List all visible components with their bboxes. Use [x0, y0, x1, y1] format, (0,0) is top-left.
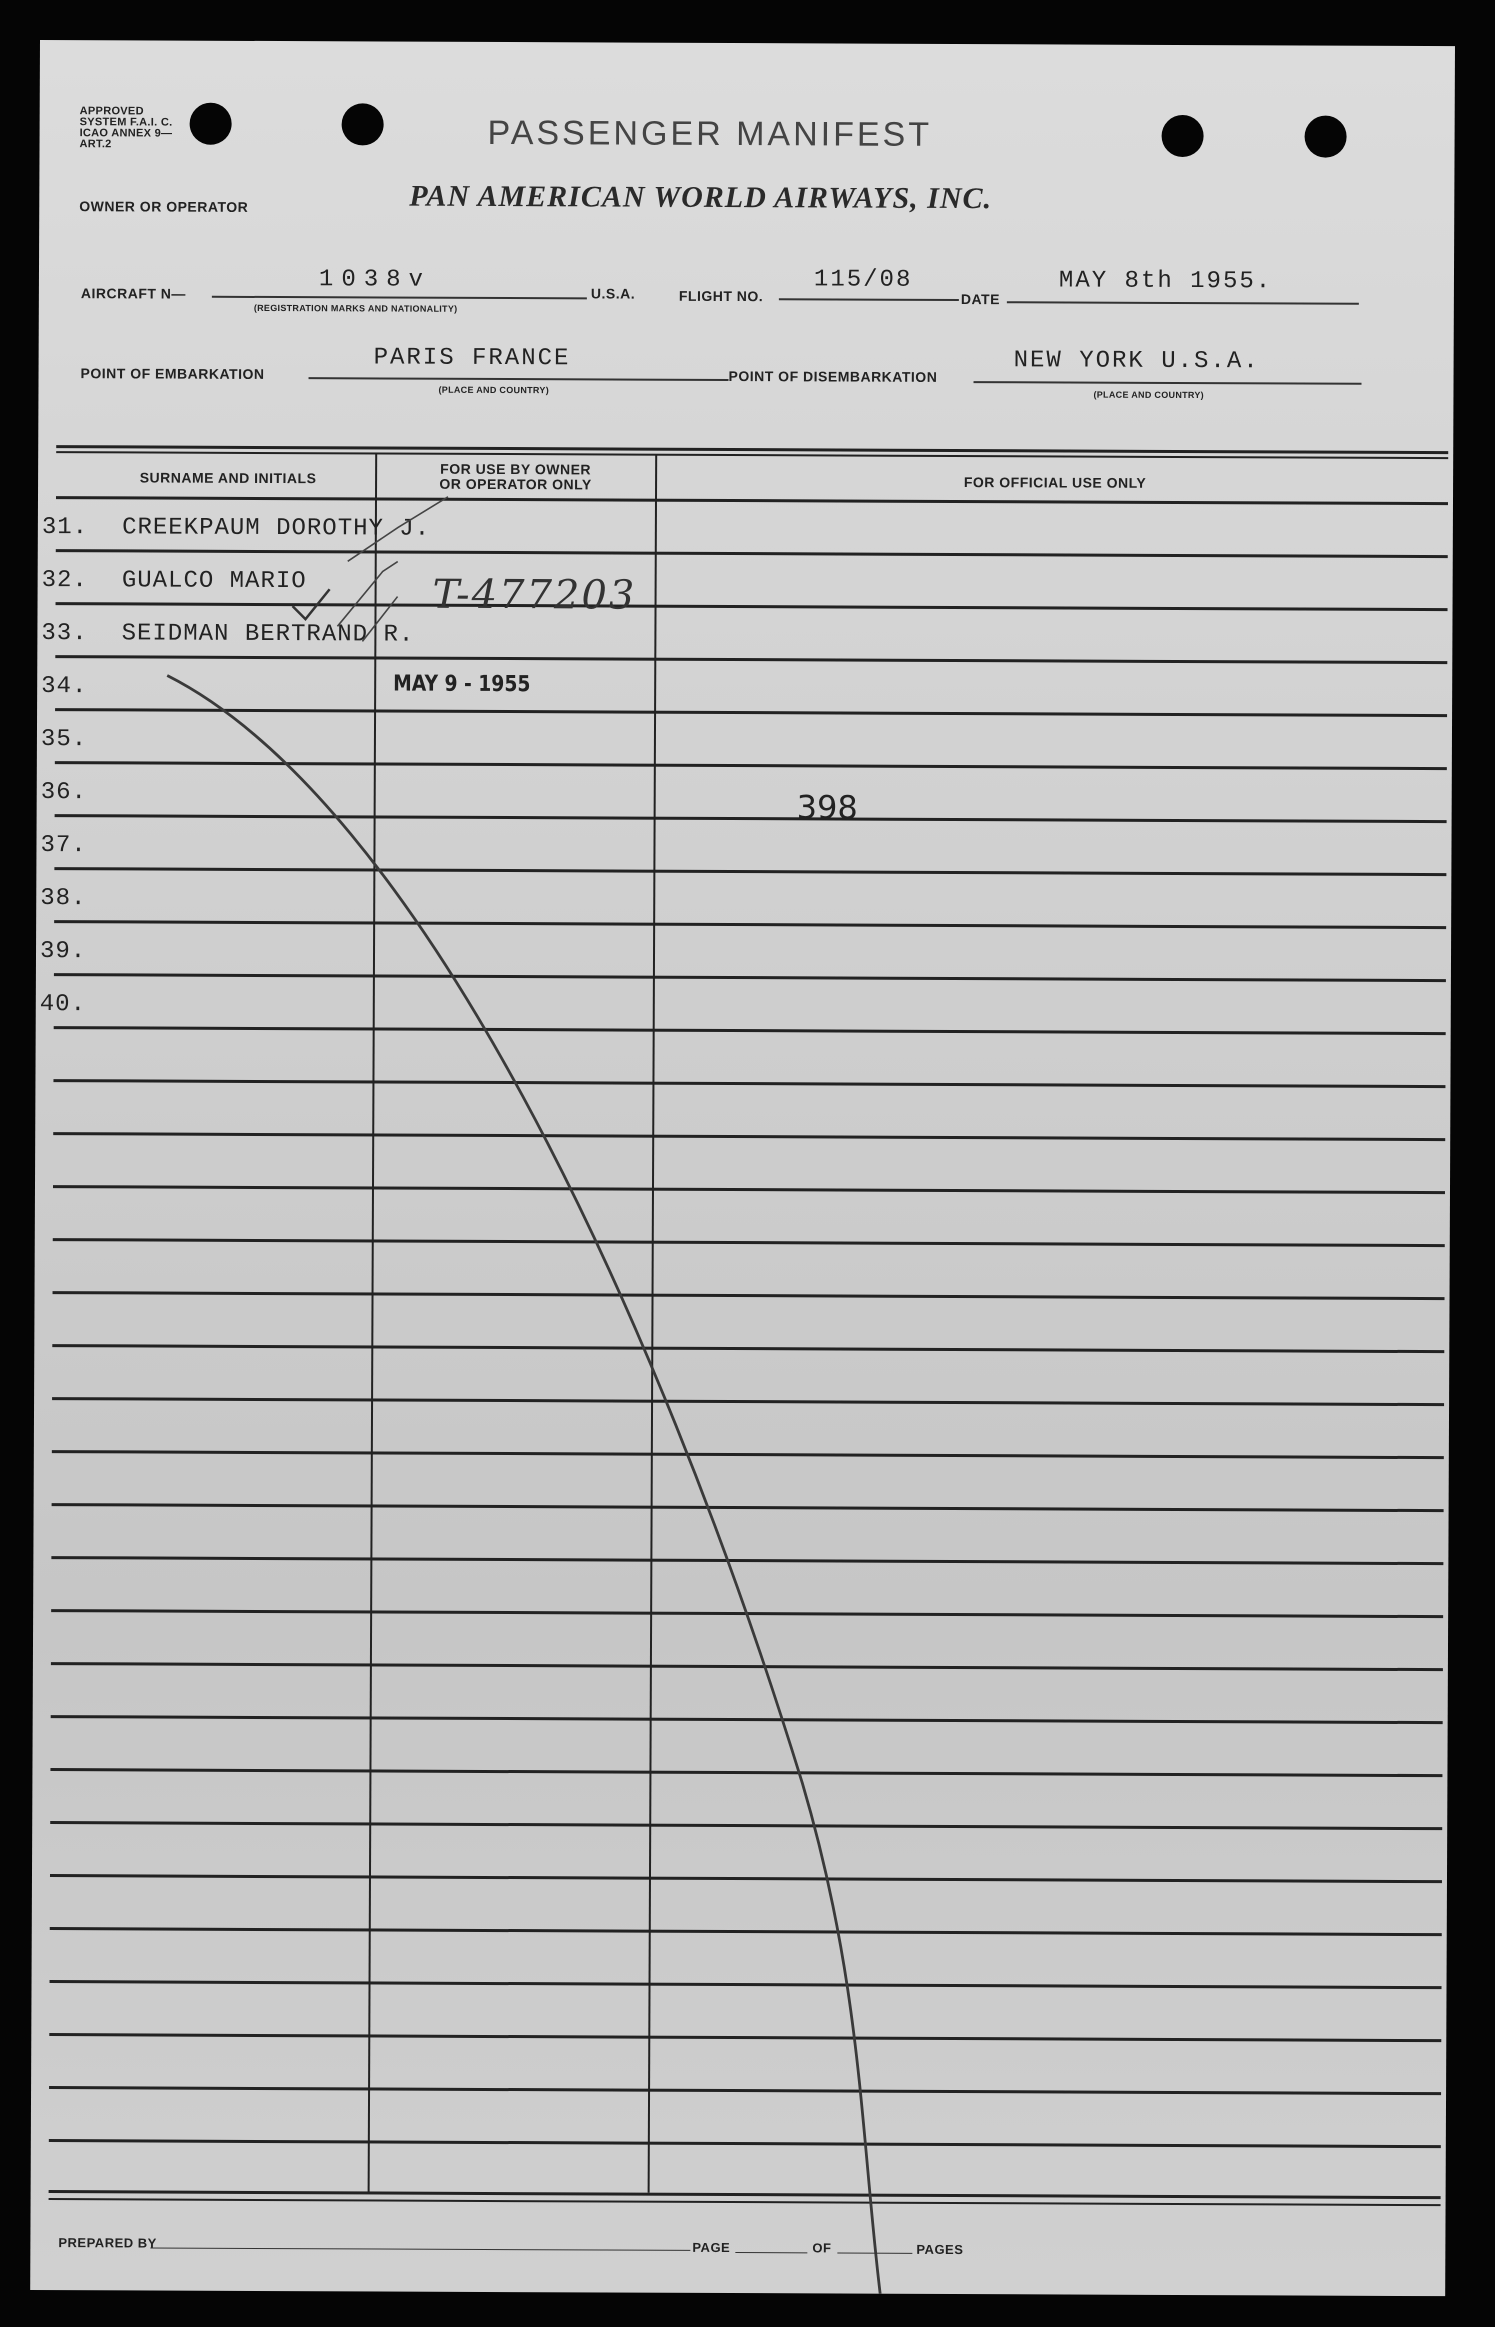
owner-label: OWNER OR OPERATOR: [79, 198, 249, 215]
embarkation-value: PARIS FRANCE: [373, 344, 571, 373]
row-number: 35.: [40, 726, 88, 754]
row-number: 32.: [41, 567, 88, 595]
passenger-name: GUALCO MARIO: [121, 567, 307, 596]
column-header-official: FOR OFFICIAL USE ONLY: [963, 474, 1147, 491]
usa-label: U.S.A.: [590, 285, 636, 302]
aircraft-label: AIRCRAFT N—: [80, 285, 186, 302]
row-number: 34.: [41, 673, 88, 701]
column-header-owner-line2: OR OPERATOR ONLY: [439, 475, 592, 493]
row-number: 40.: [39, 991, 87, 1019]
prepared-by-label: PREPARED BY: [58, 2235, 157, 2251]
flight-value: 115/08: [813, 266, 913, 294]
pages-label: PAGES: [916, 2241, 964, 2258]
pen-marks: [30, 40, 1455, 2296]
row-number: 31.: [41, 514, 89, 542]
passenger-name: CREEKPAUM DOROTHY J.: [122, 514, 431, 543]
approval-line-2: SYSTEM F.A.I. C.: [79, 116, 173, 129]
approval-line-3: ICAO ANNEX 9—ART.2: [79, 127, 173, 151]
passenger-name: SEIDMAN BERTRAND R.: [121, 620, 415, 649]
cross-out-line: [160, 676, 887, 2294]
page-label: PAGE: [692, 2239, 731, 2256]
row-number: 33.: [41, 620, 88, 648]
aircraft-caption: (REGISTRATION MARKS AND NATIONALITY): [253, 302, 458, 314]
date-value: MAY 8th 1955.: [1058, 267, 1273, 296]
disembarkation-label: POINT OF DISEMBARKATION: [728, 368, 938, 385]
airline-name: PAN AMERICAN WORLD AIRWAYS, INC.: [409, 179, 993, 216]
row-number: 39.: [39, 938, 87, 966]
embarkation-caption: (PLACE AND COUNTRY): [438, 384, 550, 396]
approval-line-1: APPROVED: [79, 105, 144, 118]
embarkation-label: POINT OF EMBARKATION: [80, 365, 265, 382]
row-number: 38.: [40, 885, 87, 913]
check-mark-icon: [292, 589, 329, 619]
column-header-surname: SURNAME AND INITIALS: [139, 469, 317, 487]
disembarkation-caption: (PLACE AND COUNTRY): [1093, 389, 1205, 401]
flight-label: FLIGHT NO.: [678, 287, 764, 305]
tick-stroke-1: [337, 561, 397, 626]
tick-stroke-3: [362, 596, 397, 641]
of-label: OF: [812, 2240, 832, 2256]
disembarkation-value: NEW YORK U.S.A.: [1013, 347, 1260, 376]
aircraft-value: 1038v: [318, 266, 432, 294]
manifest-page: [30, 40, 1455, 2296]
row-number: 37.: [40, 832, 87, 860]
date-label: DATE: [960, 291, 1000, 308]
ticket-number: T-477203: [432, 571, 637, 619]
page-title: PASSENGER MANIFEST: [487, 113, 933, 154]
official-number: 398: [796, 788, 858, 827]
row-number: 36.: [40, 779, 87, 807]
date-stamp: MAY 9 - 1955: [393, 671, 531, 698]
column-header-owner-line1: FOR USE BY OWNER: [440, 460, 592, 478]
tick-stroke-2: [348, 496, 448, 561]
